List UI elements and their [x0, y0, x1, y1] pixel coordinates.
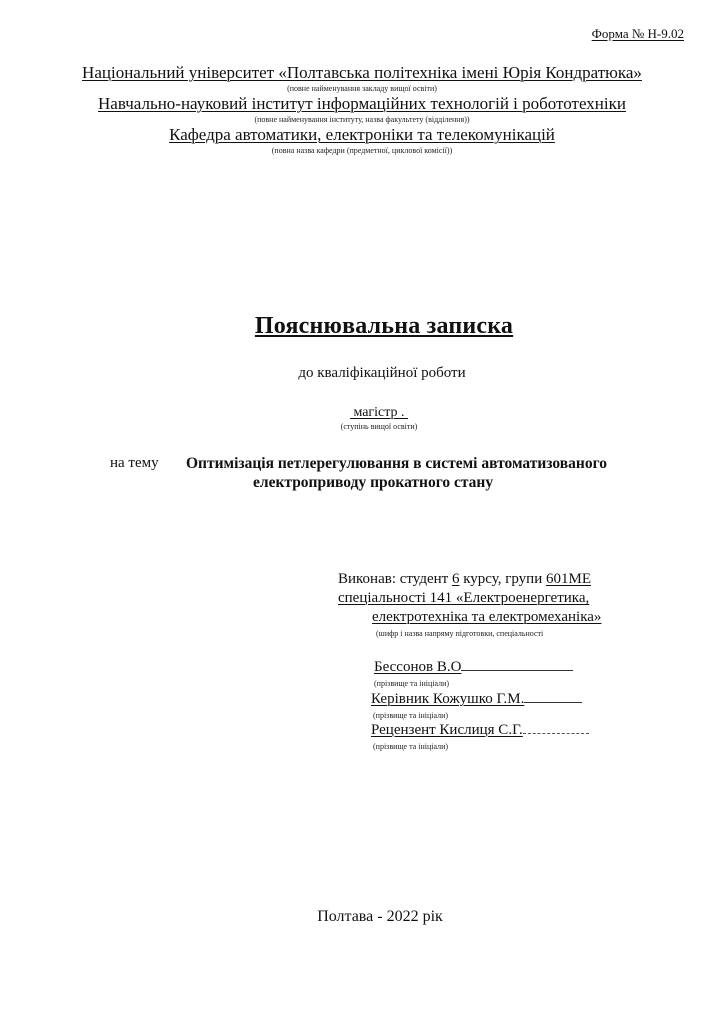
- degree: [17, 405, 724, 421]
- department-name: [0, 125, 724, 145]
- student-signature: [374, 659, 573, 676]
- degree-caption: (ступінь вищої освіти): [340, 422, 418, 431]
- specialty-caption: (шифр і назва напряму підготовки, спеціальності: [376, 629, 544, 638]
- student-info-line-1: [338, 571, 591, 588]
- student-signature-line: [461, 669, 573, 671]
- reviewer-signature: [371, 722, 589, 739]
- document-title-text: Пояснювальна записка: [254, 313, 514, 339]
- document-title: [22, 313, 724, 340]
- supervisor-caption: (прізвище та ініціали): [373, 711, 449, 720]
- reviewer-signature-line: [523, 732, 589, 734]
- topic-line-1: Оптимізація петлерегулювання в системі автоматизованого: [186, 455, 607, 472]
- institute-name: [0, 94, 724, 114]
- course-number: 6: [451, 571, 460, 587]
- specialty-line-2: [372, 609, 601, 626]
- student-name: Бессонов В.О: [374, 659, 462, 675]
- course-suffix: курсу, групи: [459, 571, 546, 587]
- topic-label: на тему: [110, 455, 159, 471]
- form-number: Форма № Н-9.02: [591, 26, 684, 41]
- reviewer-caption: (прізвище та ініціали): [373, 742, 449, 751]
- institute-caption: (повне найменування інституту, назва факультету (відділення)): [254, 115, 470, 124]
- specialty-line-1-text: спеціальності 141 «Електроенергетика,: [338, 590, 590, 606]
- city-year: Полтава - 2022 рік: [317, 908, 443, 925]
- done-by-label: Виконав: студент: [338, 571, 452, 587]
- university-name: [0, 63, 724, 83]
- supervisor-signature-line: [524, 701, 582, 703]
- supervisor-signature: [371, 691, 582, 708]
- university-name-text: Національний університет «Полтавська політехніка імені Юрія Кондратюка»: [82, 63, 642, 82]
- supervisor-name: Керівник Кожушко Г.М.: [371, 691, 525, 707]
- document-subtitle: до кваліфікаційної роботи: [298, 365, 466, 381]
- specialty-line-1: [338, 590, 589, 607]
- institute-name-text: Навчально-науковий інститут інформаційних технологій і робототехніки: [98, 94, 626, 113]
- department-caption: (повна назва кафедри (предметної, циклової комісії)): [271, 146, 453, 155]
- student-caption: (прізвище та ініціали): [374, 679, 450, 688]
- degree-text: магістр .: [349, 405, 409, 420]
- specialty-line-2-text: електротехніка та електромеханіка»: [372, 609, 602, 625]
- group-number: 601МЕ: [545, 571, 591, 587]
- reviewer-name: Рецензент Кислиця С.Г.: [371, 722, 523, 738]
- topic-line-2: електроприводу прокатного стану: [253, 474, 494, 491]
- department-name-text: Кафедра автоматики, електроніки та телекомунікацій: [169, 125, 555, 144]
- university-caption: (повне найменування закладу вищої освіти): [287, 84, 437, 93]
